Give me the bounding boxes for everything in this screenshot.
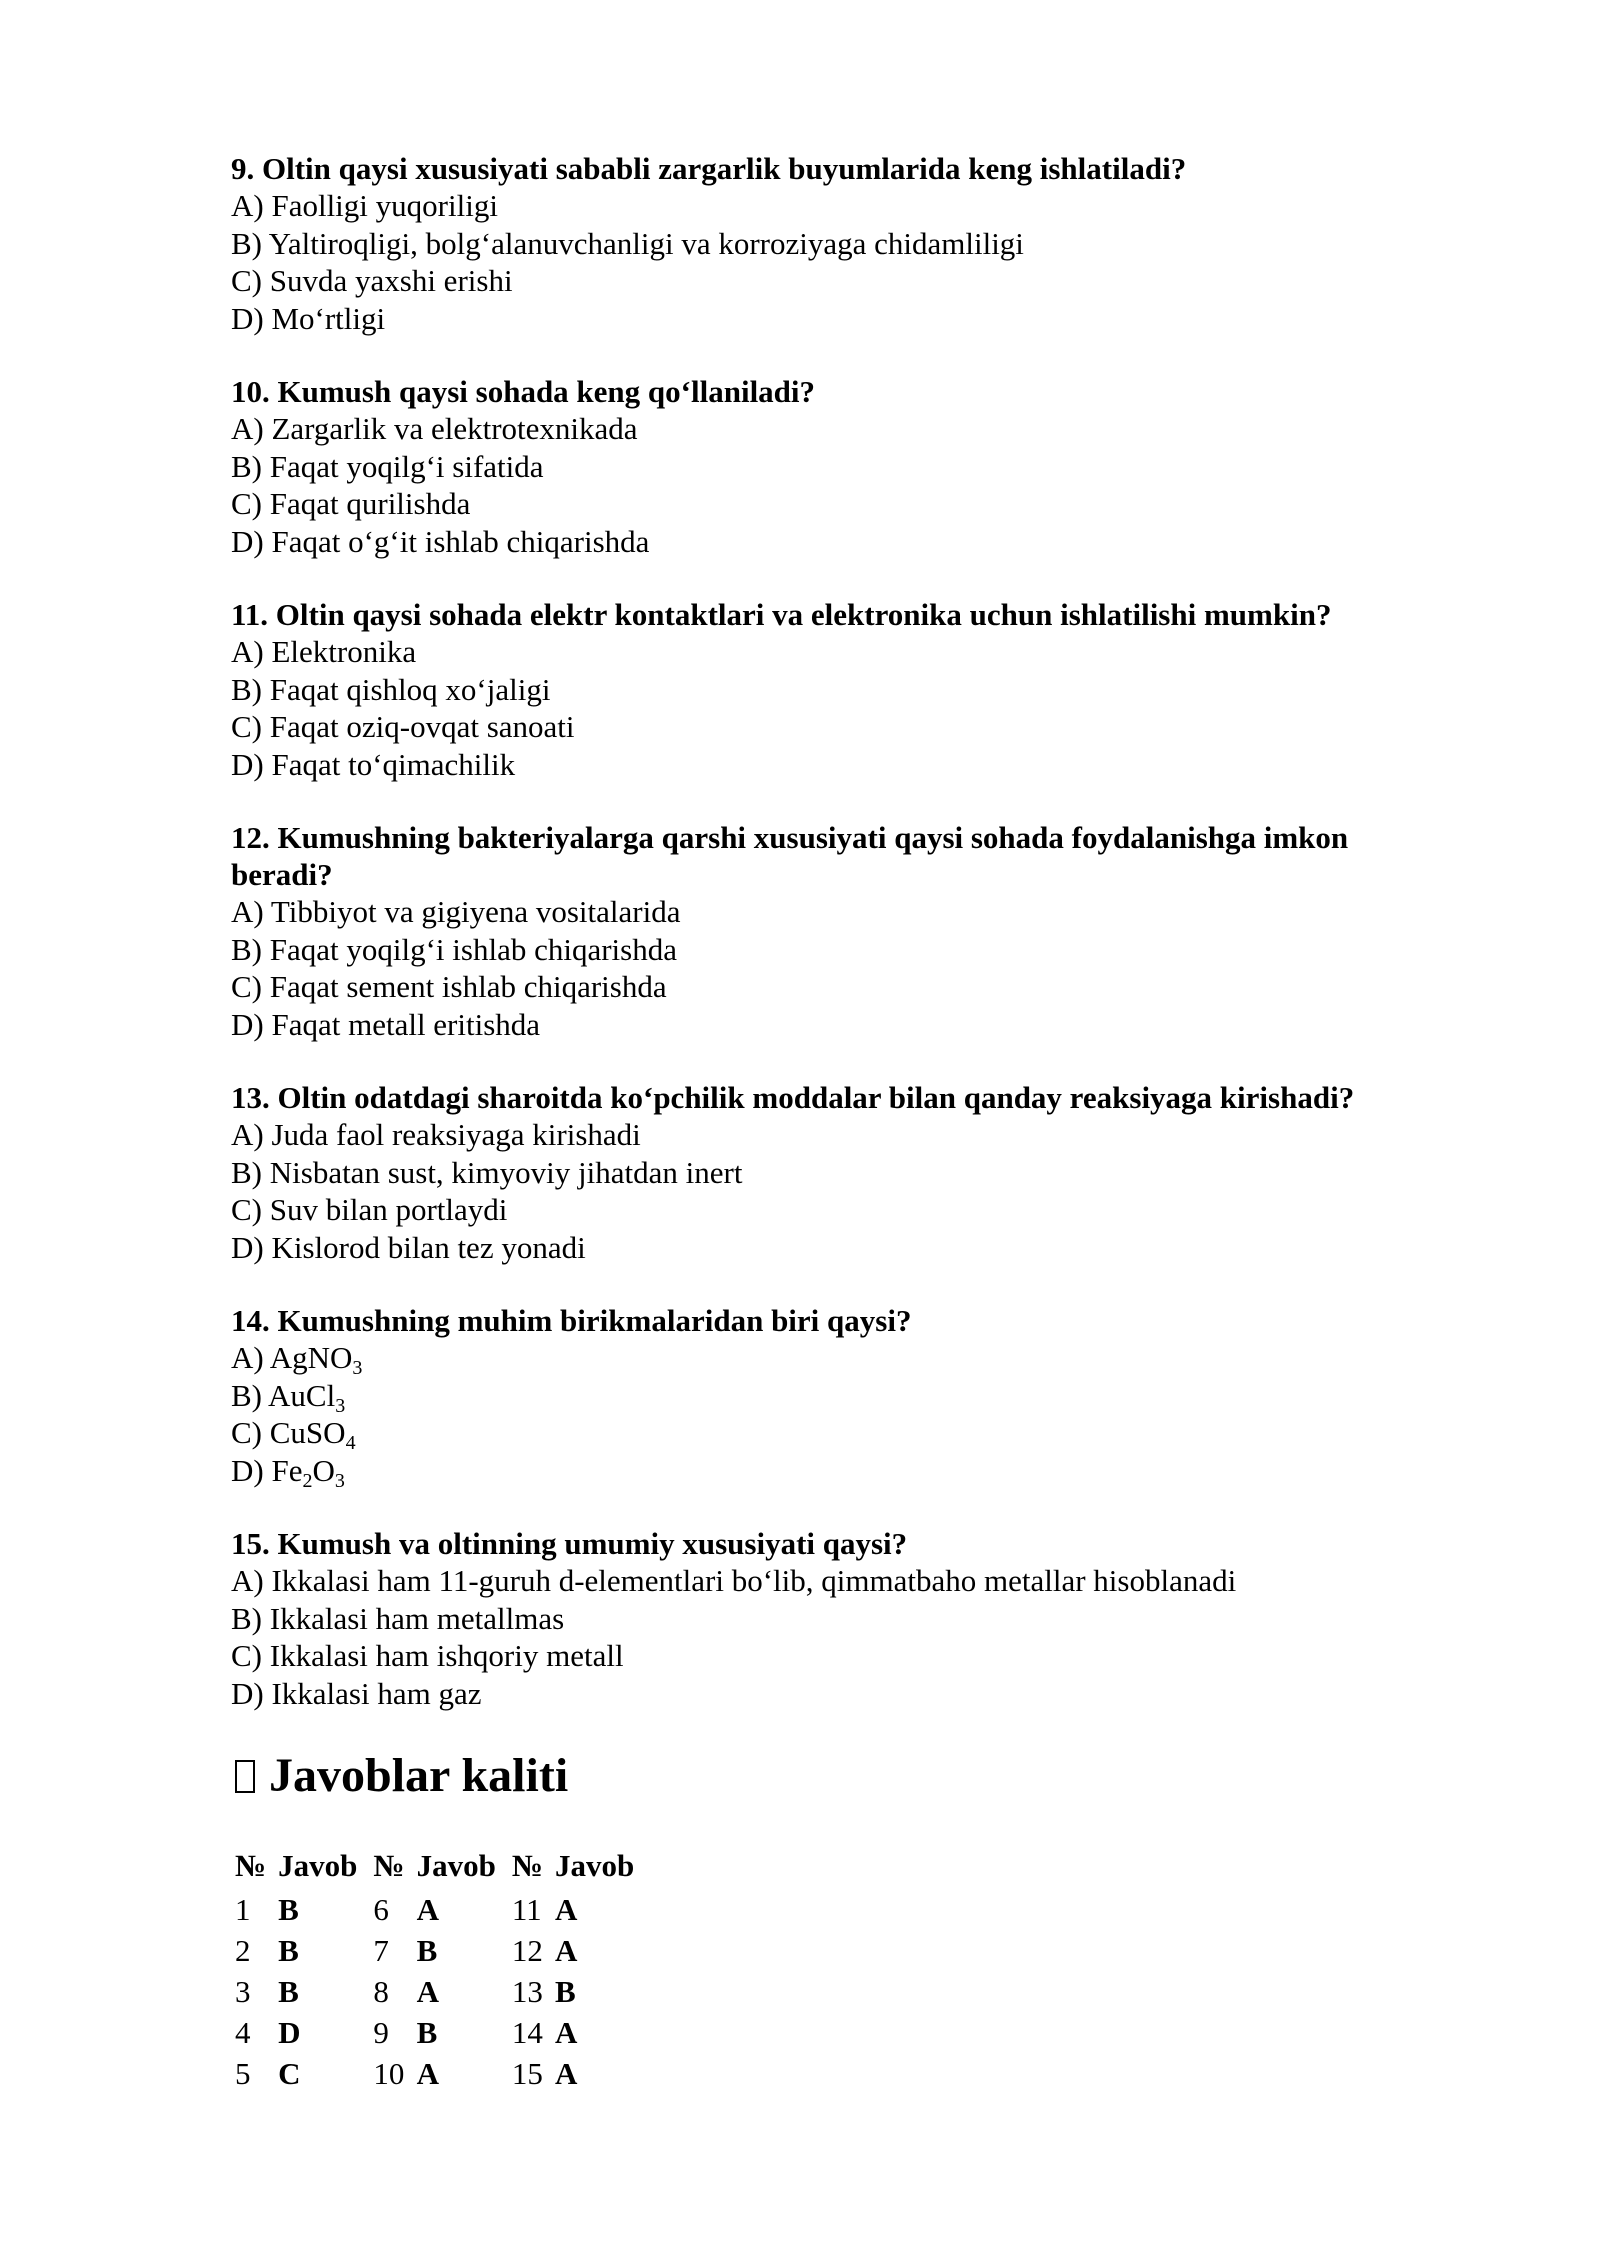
question-number-cell: 4 <box>235 2014 251 2050</box>
answer-key-table <box>231 1848 646 2094</box>
option-text: D) Faqat metall eritishda <box>231 1006 541 1042</box>
option-text: C) Faqat qurilishda <box>231 486 471 521</box>
header-number: № <box>373 1848 405 1883</box>
answer-option <box>231 262 1391 300</box>
answer-option <box>231 931 1391 969</box>
option-text: A) Faolligi yuqoriligi <box>231 188 498 223</box>
answer-letter-cell: A <box>554 2014 578 2050</box>
answer-letter-cell: A <box>554 1891 578 1927</box>
answer-key-heading <box>231 1748 1391 1804</box>
answer-option <box>231 1562 1391 1600</box>
answer-option <box>231 1191 1391 1229</box>
answer-key-row <box>231 1971 646 2012</box>
answer-letter-cell: B <box>278 1932 299 1968</box>
question-block <box>231 819 1391 1043</box>
question-title: 11. Oltin qaysi sohada elektr kontaktlari va elektronika uchun ishlatilishi mumkin? <box>231 597 1332 632</box>
answer-letter-cell: B <box>278 1973 299 2009</box>
answer-option <box>231 448 1391 486</box>
question-number-cell: 10 <box>373 2055 405 2091</box>
answer-option <box>231 410 1391 448</box>
question-title: 13. Oltin odatdagi sharoitda ko‘pchilik moddalar bilan qanday reaksiyaga kirishadi? <box>231 1080 1355 1115</box>
question-block <box>231 150 1391 337</box>
answer-letter-cell: A <box>416 1973 439 2009</box>
question-number-cell: 5 <box>235 2055 251 2091</box>
answer-option <box>231 1452 1391 1490</box>
answer-option <box>231 225 1391 263</box>
answer-option <box>231 1006 1391 1044</box>
answer-option <box>231 300 1391 338</box>
header-answer: Javob <box>278 1848 358 1883</box>
document-content <box>231 150 1391 2094</box>
answer-option <box>231 1229 1391 1267</box>
option-text: C) Suvda yaxshi erishi <box>231 263 513 298</box>
question-title: 12. Kumushning bakteriyalarga qarshi xususiyati qaysi sohada foydalanishga imkon beradi? <box>231 820 1349 892</box>
option-text: C) Faqat oziq-ovqat sanoati <box>231 709 575 744</box>
answer-key-row <box>231 1930 646 1971</box>
question-number-cell: 15 <box>511 2055 543 2091</box>
question-number-cell: 9 <box>373 2014 389 2050</box>
answer-option <box>231 1377 1391 1415</box>
answer-letter-cell: B <box>416 2014 438 2050</box>
question-block <box>231 373 1391 560</box>
option-text: C) CuSO <box>231 1415 346 1450</box>
answer-option <box>231 1116 1391 1154</box>
option-text: A) Zargarlik va elektrotexnikada <box>231 411 638 446</box>
question-number-cell: 11 <box>511 1891 542 1927</box>
answer-key-header-row <box>231 1848 646 1889</box>
formula-subscript: 3 <box>335 1394 346 1417</box>
answer-option <box>231 633 1391 671</box>
answer-letter-cell: C <box>278 2055 301 2091</box>
answer-option <box>231 968 1391 1006</box>
missing-glyph-icon <box>235 1760 255 1793</box>
option-text: A) Tibbiyot va gigiyena vositalarida <box>231 894 681 929</box>
answer-option <box>231 708 1391 746</box>
answer-letter-cell: A <box>554 2055 578 2091</box>
option-text: A) Elektronika <box>231 634 417 669</box>
answer-letter-cell: D <box>278 2014 301 2050</box>
answer-letter-cell: B <box>416 1932 438 1968</box>
option-text: D) Faqat o‘g‘it ishlab chiqarishda <box>231 523 650 559</box>
formula-subscript: 2 <box>302 1469 313 1492</box>
answer-option <box>231 1675 1391 1713</box>
answer-option <box>231 671 1391 709</box>
answer-letter-cell: A <box>416 2055 439 2091</box>
option-text: A) Ikkalasi ham 11-guruh d-elementlari bo‘lib, qimmatbaho metallar hisoblanadi <box>231 1563 1237 1598</box>
header-number: № <box>235 1848 267 1883</box>
question-block <box>231 1079 1391 1266</box>
option-text: O <box>312 1452 335 1488</box>
answer-option <box>231 1154 1391 1192</box>
question-list <box>231 150 1391 1712</box>
answer-letter-cell: A <box>416 1891 439 1927</box>
option-text: D) Kislorod bilan tez yonadi <box>231 1229 586 1265</box>
option-text: D) Ikkalasi ham gaz <box>231 1675 482 1711</box>
answer-key-body <box>231 1889 646 2094</box>
option-text: B) Yaltiroqligi, bolg‘alanuvchanligi va korroziyaga chidamliligi <box>231 225 1024 261</box>
question-number-cell: 3 <box>235 1973 251 2009</box>
option-text: B) Nisbatan sust, kimyoviy jihatdan inert <box>231 1154 743 1190</box>
answer-option <box>231 1637 1391 1675</box>
answer-key-row <box>231 1889 646 1930</box>
option-text: C) Suv bilan portlaydi <box>231 1192 508 1227</box>
option-text: C) Faqat sement ishlab chiqarishda <box>231 969 667 1004</box>
question-block <box>231 1525 1391 1712</box>
question-title: 15. Kumush va oltinning umumiy xususiyati qaysi? <box>231 1526 908 1561</box>
formula-subscript: 3 <box>352 1357 363 1379</box>
answer-key-title: Javoblar kaliti <box>269 1749 569 1802</box>
option-text: B) Ikkalasi ham metallmas <box>231 1600 565 1636</box>
question-number-cell: 13 <box>511 1973 543 2009</box>
question-number-cell: 7 <box>373 1932 389 1968</box>
answer-option <box>231 1414 1391 1452</box>
option-text: A) AgNO <box>231 1340 353 1375</box>
question-number-cell: 12 <box>511 1932 543 1968</box>
answer-option <box>231 1600 1391 1638</box>
header-answer: Javob <box>416 1848 496 1883</box>
formula-subscript: 3 <box>334 1469 345 1492</box>
answer-option <box>231 187 1391 225</box>
answer-option <box>231 523 1391 561</box>
question-title: 14. Kumushning muhim birikmalaridan biri qaysi? <box>231 1303 912 1338</box>
question-title: 10. Kumush qaysi sohada keng qo‘llaniladi? <box>231 374 816 409</box>
answer-letter-cell: B <box>554 1973 576 2009</box>
option-text: B) Faqat yoqilg‘i sifatida <box>231 448 544 484</box>
answer-letter-cell: B <box>278 1891 299 1927</box>
answer-option <box>231 746 1391 784</box>
answer-option <box>231 485 1391 523</box>
option-text: B) Faqat qishloq xo‘jaligi <box>231 671 551 707</box>
option-text: D) Mo‘rtligi <box>231 300 386 336</box>
option-text: B) AuCl <box>231 1377 336 1413</box>
option-text: A) Juda faol reaksiyaga kirishadi <box>231 1117 641 1152</box>
header-number: № <box>511 1848 543 1883</box>
option-text: D) Fe <box>231 1452 303 1488</box>
option-text: C) Ikkalasi ham ishqoriy metall <box>231 1638 624 1673</box>
question-number-cell: 2 <box>235 1932 251 1968</box>
formula-subscript: 4 <box>345 1432 356 1454</box>
option-text: B) Faqat yoqilg‘i ishlab chiqarishda <box>231 931 677 967</box>
question-block <box>231 596 1391 783</box>
answer-letter-cell: A <box>554 1932 578 1968</box>
question-number-cell: 8 <box>373 1973 389 2009</box>
question-number-cell: 6 <box>373 1891 389 1927</box>
header-answer: Javob <box>554 1848 635 1883</box>
question-number-cell: 1 <box>235 1891 251 1927</box>
option-text: D) Faqat to‘qimachilik <box>231 746 516 782</box>
answer-key-row <box>231 2053 646 2094</box>
question-number-cell: 14 <box>511 2014 543 2050</box>
answer-option <box>231 1339 1391 1377</box>
answer-option <box>231 893 1391 931</box>
question-block <box>231 1302 1391 1492</box>
answer-key-row <box>231 2012 646 2053</box>
question-title: 9. Oltin qaysi xususiyati sababli zargarlik buyumlarida keng ishlatiladi? <box>231 151 1187 186</box>
